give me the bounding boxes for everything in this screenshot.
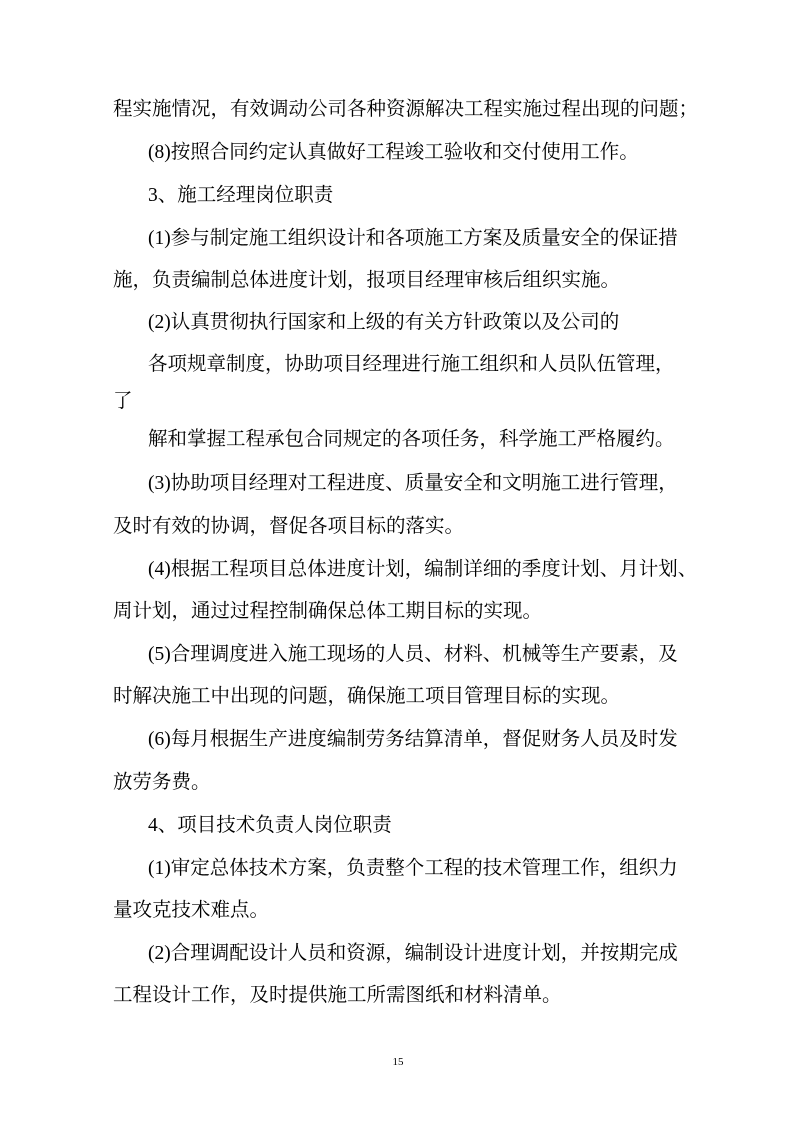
- paragraph-line: (2)认真贯彻执行国家和上级的有关方针政策以及公司的: [148, 312, 620, 333]
- paragraph-line: (3)协助项目经理对工程进度、质量安全和文明施工进行管理，: [148, 473, 678, 494]
- paragraph-line: (2)合理调配设计人员和资源，编制设计进度计划，并按期完成: [148, 943, 678, 964]
- paragraph-line: 施，负责编制总体进度计划，报项目经理审核后组织实施。: [113, 270, 621, 291]
- paragraph-line: (1)参与制定施工组织设计和各项施工方案及质量安全的保证措: [148, 228, 678, 249]
- paragraph-line: 了: [113, 391, 133, 412]
- paragraph-line: (8)按照合同约定认真做好工程竣工验收和交付使用工作。: [148, 142, 639, 163]
- paragraph-line: 工程设计工作，及时提供施工所需图纸和材料清单。: [113, 985, 562, 1006]
- paragraph-line: 解和掌握工程承包合同规定的各项任务，科学施工严格履约。: [148, 429, 675, 450]
- page-number: 15: [392, 1056, 404, 1068]
- paragraph-line: (6)每月根据生产进度编制劳务结算清单，督促财务人员及时发: [148, 729, 678, 750]
- paragraph-line: (1)审定总体技术方案，负责整个工程的技术管理工作，组织力: [148, 858, 678, 879]
- section-heading: 4、项目技术负责人岗位职责: [148, 815, 392, 836]
- section-heading: 3、施工经理岗位职责: [148, 185, 334, 206]
- paragraph-line: 量攻克技术难点。: [113, 900, 270, 921]
- paragraph-line: 各项规章制度，协助项目经理进行施工组织和人员队伍管理，: [148, 354, 675, 375]
- paragraph-line: 及时有效的协调，督促各项目标的落实。: [113, 516, 465, 537]
- paragraph-line: 放劳务费。: [113, 772, 211, 793]
- paragraph-line: 周计划，通过过程控制确保总体工期目标的实现。: [113, 601, 543, 622]
- paragraph-line: 时解决施工中出现的问题，确保施工项目管理目标的实现。: [113, 686, 621, 707]
- paragraph-line: 程实施情况，有效调动公司各种资源解决工程实施过程出现的问题；: [113, 99, 699, 120]
- paragraph-line: (4)根据工程项目总体进度计划，编制详细的季度计划、月计划、: [148, 559, 698, 580]
- paragraph-line: (5)合理调度进入施工现场的人员、材料、机械等生产要素，及: [148, 644, 678, 665]
